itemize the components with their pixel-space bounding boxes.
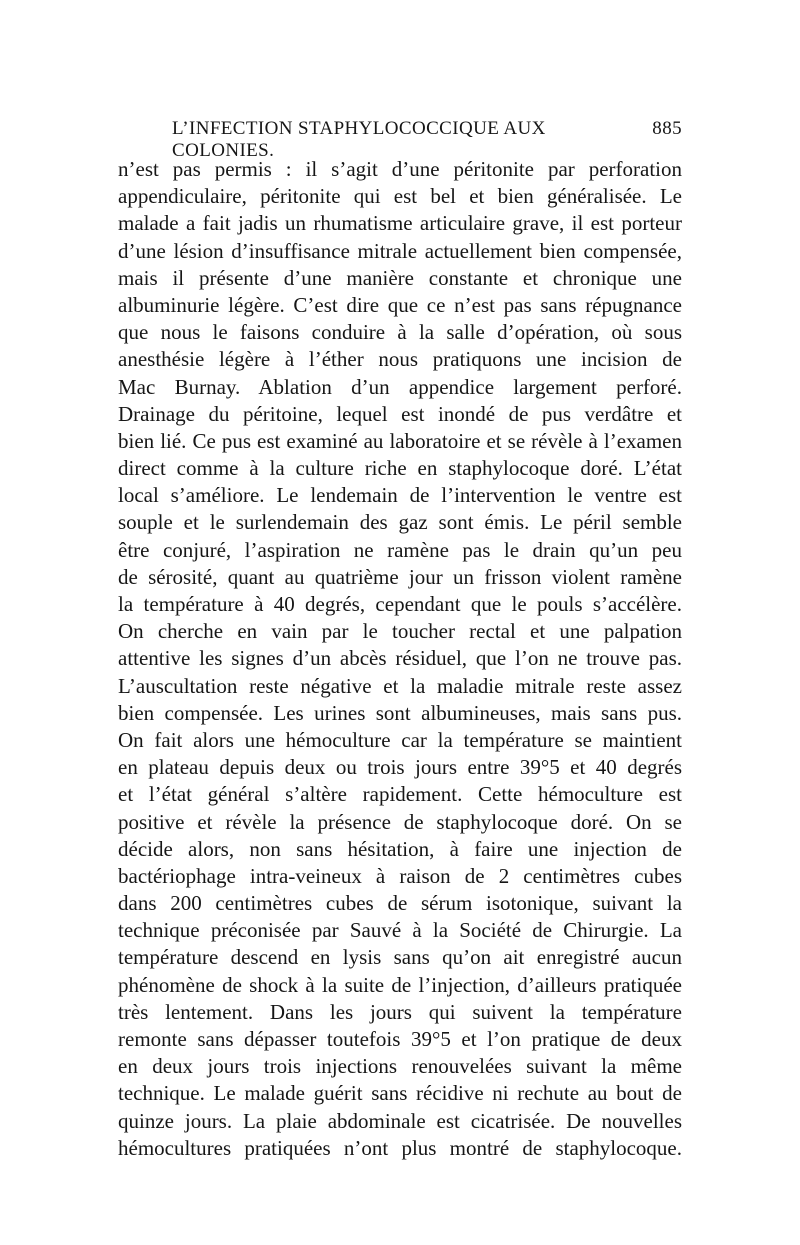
text-line: anesthésie légère à l’éther nous pratiquons une incision de: [118, 347, 682, 372]
text-line: bien lié. Ce pus est examiné au laboratoire et se révèle à l’examen: [118, 428, 682, 453]
text-line: malade a fait jadis un rhumatisme articulaire grave, il est porteur: [118, 211, 682, 236]
text-line: technique. Le malade guérit sans récidive ni rechute au bout de: [118, 1081, 682, 1106]
text-line: Drainage du péritoine, lequel est inondé de pus verdâtre et: [118, 401, 682, 426]
text-line: L’auscultation reste négative et la maladie mitrale reste assez: [118, 673, 682, 698]
text-line: la température à 40 degrés, cependant que le pouls s’accélère.: [118, 592, 682, 616]
text-line: en deux jours trois injections renouvelées suivant la même: [118, 1054, 682, 1079]
text-line: d’une lésion d’insuffisance mitrale actuellement bien compensée,: [118, 238, 682, 263]
text-line: être conjuré, l’aspiration ne ramène pas le drain qu’un peu: [118, 537, 682, 562]
text-line: souple et le surlendemain des gaz sont émis. Le péril semble: [118, 510, 682, 535]
text-line: appendiculaire, péritonite qui est bel et bien généralisée. Le: [118, 184, 682, 209]
text-line: local s’améliore. Le lendemain de l’intervention le ventre est: [118, 483, 682, 508]
text-line: direct comme à la culture riche en staphylocoque doré. L’état: [118, 456, 682, 481]
running-head-title: L’INFECTION STAPHYLOCOCCIQUE AUX COLONIES.: [172, 118, 546, 161]
running-head: [118, 118, 682, 161]
text-line: mais il présente d’une manière constante et chronique une: [118, 265, 682, 290]
text-line: attentive les signes d’un abcès résiduel, que l’on ne trouve pas.: [118, 646, 682, 671]
text-line: et l’état général s’altère rapidement. Cette hémoculture est: [118, 782, 682, 807]
text-line: Mac Burnay. Ablation d’un appendice largement perforé.: [118, 374, 682, 399]
text-line: bien compensée. Les urines sont albumineuses, mais sans pus.: [118, 700, 682, 725]
text-line: température descend en lysis sans qu’on ait enregistré aucun: [118, 945, 682, 970]
text-line: technique préconisée par Sauvé à la Société de Chirurgie. La: [118, 918, 682, 943]
text-line: très lentement. Dans les jours qui suivent la température: [118, 999, 682, 1024]
text-line: quinze jours. La plaie abdominale est cicatrisée. De nouvelles: [118, 1108, 682, 1133]
text-line: positive et révèle la présence de staphylocoque doré. On se: [118, 809, 682, 834]
text-line: On cherche en vain par le toucher rectal et une palpation: [118, 619, 682, 644]
text-line: décide alors, non sans hésitation, à faire une injection de: [118, 836, 682, 861]
text-line: bactériophage intra-veineux à raison de 2 centimètres cubes: [118, 863, 682, 888]
page-number: 885: [652, 118, 682, 139]
text-line: n’est pas permis : il s’agit d’une péritonite par perforation: [118, 157, 682, 181]
text-line: de sérosité, quant au quatrième jour un frisson violent ramène: [118, 564, 682, 589]
text-line: remonte sans dépasser toutefois 39°5 et l’on pratique de deux: [118, 1027, 682, 1051]
text-line: en plateau depuis deux ou trois jours entre 39°5 et 40 degrés: [118, 755, 682, 780]
text-line: phénomène de shock à la suite de l’injection, d’ailleurs pratiquée: [118, 972, 682, 997]
body-text: [118, 156, 682, 1162]
text-line: hémocultures pratiquées n’ont plus montré de staphylocoque.: [118, 1135, 682, 1160]
text-line: que nous le faisons conduire à la salle d’opération, où sous: [118, 320, 682, 345]
text-line: On fait alors une hémoculture car la température se maintient: [118, 727, 682, 752]
text-line: albuminurie légère. C’est dire que ce n’est pas sans répugnance: [118, 292, 682, 317]
text-line: dans 200 centimètres cubes de sérum isotonique, suivant la: [118, 891, 682, 916]
